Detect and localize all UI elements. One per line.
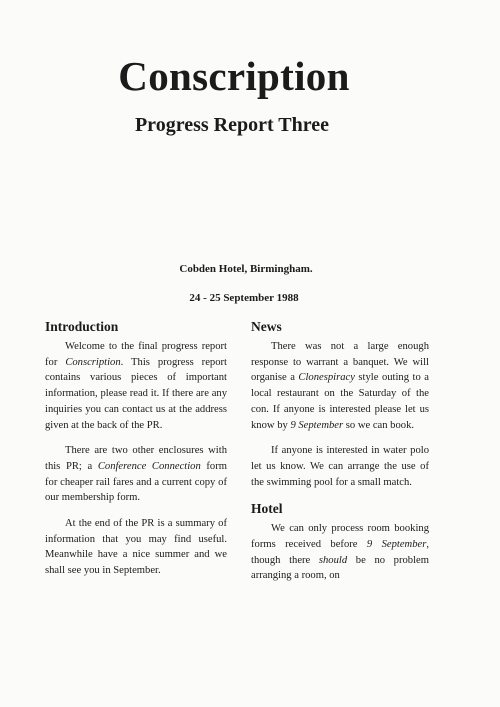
dates-line: 24 - 25 September 1988 (189, 292, 299, 304)
left-column (45, 318, 227, 589)
document-subtitle: Progress Report Three (134, 114, 330, 136)
introduction-paragraph-2: There are two other enclosures with this PR; a Conference Connection form for cheaper rail fares and a current copy of our membership form. (45, 445, 227, 504)
right-column (251, 318, 429, 594)
news-heading: News (251, 319, 282, 334)
venue-line: Cobden Hotel, Birmingham. (179, 263, 313, 275)
introduction-heading: Introduction (45, 319, 119, 334)
news-paragraph-2: If anyone is interested in water polo let us know. We can arrange the use of the swimming pool for a small match. (251, 445, 429, 488)
document-title: Conscription (118, 53, 350, 99)
hotel-paragraph-1: We can only process room booking forms received before 9 September, though there should be no problem arranging a room, on (251, 523, 429, 582)
news-paragraph-1: There was not a large enough response to warrant a banquet. We will organise a Clonespiracy style outing to a local restaurant on the Saturday of the con. If anyone is interested please let us know by 9 September so we can book. (251, 341, 429, 431)
introduction-paragraph-3: At the end of the PR is a summary of information that you may find useful. Meanwhile have a nice summer and we shall see you in September. (45, 518, 227, 577)
hotel-heading: Hotel (251, 501, 283, 517)
introduction-paragraph-1: Welcome to the final progress report for Conscription. This progress report contains various pieces of important information, please read it. If there are any inquiries you can contact us at the address given at the back of the PR. (45, 341, 227, 431)
